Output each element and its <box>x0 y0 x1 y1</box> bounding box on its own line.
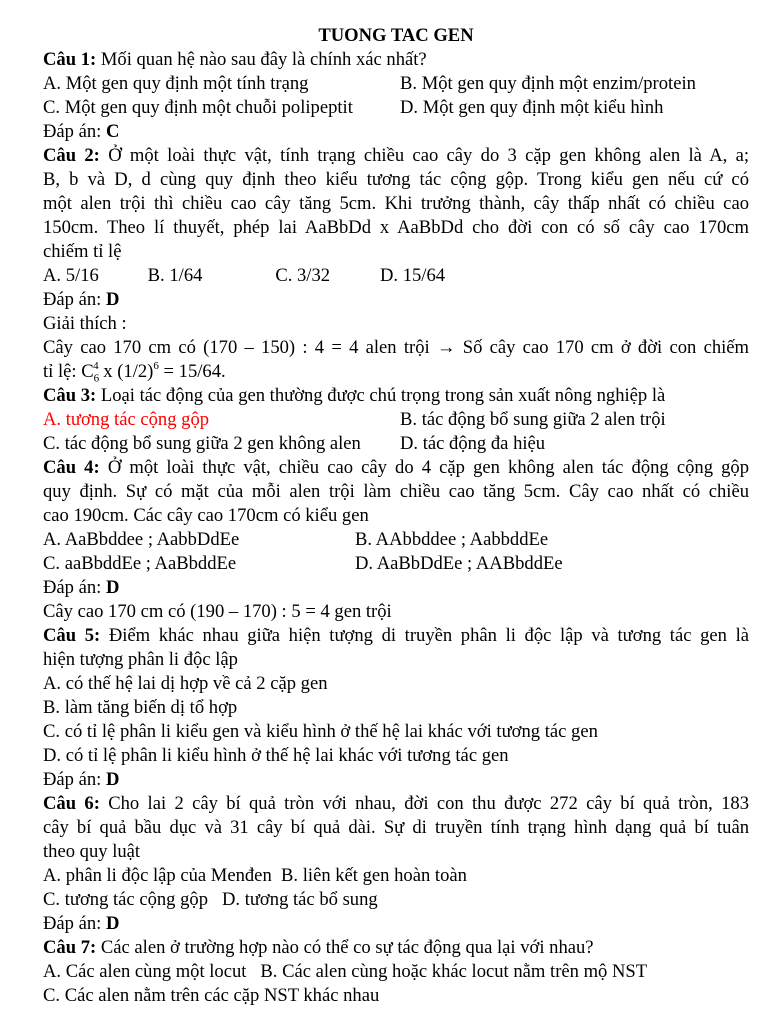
option-b: B. làm tăng biến dị tổ hợp <box>43 697 238 718</box>
question-7 <box>43 936 749 960</box>
explanation-formula <box>43 360 749 384</box>
question-label: Câu 5: <box>43 625 101 646</box>
formula-subscript: 6 <box>93 372 100 385</box>
question-text-line: chiếm tỉ lệ <box>43 241 122 262</box>
formula-superscript: 6 <box>153 359 159 372</box>
option-c: C. Các alen nằm trên các cặp NST khác nhau <box>43 985 380 1006</box>
option-c: C. 3/32 <box>275 265 331 286</box>
options-row-cd: C. tương tác cộng gộp D. tương tác bổ sung <box>43 889 378 910</box>
option-b: B. 1/64 <box>147 265 203 286</box>
formula-text: tỉ lệ: C <box>43 361 94 382</box>
option-d: D. 15/64 <box>379 265 446 286</box>
question-label: Câu 1: <box>43 49 97 70</box>
answer-label: Đáp án: <box>43 577 102 598</box>
document-title: TUONG TAC GEN <box>318 25 474 46</box>
option-c: C. Một gen quy định một chuỗi polipeptit <box>43 97 353 118</box>
answer-label: Đáp án: <box>43 913 102 934</box>
question-text-line: theo quy luật <box>43 841 141 862</box>
option-b: B. AAbbddee ; AabbddEe <box>355 529 549 550</box>
option-b: B. Một gen quy định một enzim/protein <box>400 73 696 94</box>
answer-line <box>43 912 749 936</box>
answer-line <box>43 576 749 600</box>
options-row-ab: A. phân li độc lập của Menđen B. liên kết gen hoàn toàn <box>43 865 467 886</box>
question-5 <box>43 624 749 648</box>
answer-line <box>43 288 749 312</box>
question-text: Các alen ở trường hợp nào có thể co sự tác động qua lại với nhau? <box>100 937 594 958</box>
question-3 <box>43 384 749 408</box>
option-a: A. Một gen quy định một tính trạng <box>43 73 309 94</box>
question-label: Câu 6: <box>43 793 100 814</box>
question-text: Ở một loài thực vật, tính trạng chiều cao cây do 3 cặp gen không alen là A, a; <box>108 145 750 166</box>
answer-label: Đáp án: <box>43 769 102 790</box>
question-text-line: 150cm. Theo lí thuyết, phép lai AaBbDd x AaBbDd cho đời con có số cây cao 170cm <box>43 217 749 238</box>
question-label: Câu 4: <box>43 457 100 478</box>
option-d: D. AaBbDdEe ; AABbddEe <box>355 553 563 574</box>
question-text: Ở một loài thực vật, chiều cao cây do 4 cặp gen không alen tác động cộng gộp <box>107 457 750 478</box>
option-a: A. có thế hệ lai dị hợp về cả 2 cặp gen <box>43 673 328 694</box>
document-page <box>43 24 749 1008</box>
formula-superscript: 4 <box>93 359 99 372</box>
answer-value: C <box>106 121 120 142</box>
question-text-line: quy định. Sự có mặt của mỗi alen trội làm chiều cao tăng 5cm. Cây cao nhất có chiều <box>43 481 749 502</box>
formula-text: = 15/64. <box>158 361 226 382</box>
question-4 <box>43 456 749 480</box>
question-text-line: B, b và D, d cùng quy định theo kiểu tương tác cộng gộp. Trong kiểu gen nếu cứ có <box>43 169 749 190</box>
answer-value: D <box>106 577 120 598</box>
options-row <box>43 432 749 456</box>
options-row <box>43 408 749 432</box>
explanation-line: Cây cao 170 cm có (190 – 170) : 5 = 4 gen trội <box>43 601 392 622</box>
question-text-line: cao 190cm. Các cây cao 170cm có kiểu gen <box>43 505 369 526</box>
question-label: Câu 7: <box>43 937 97 958</box>
question-text: Mối quan hệ nào sau đây là chính xác nhất? <box>100 49 427 70</box>
question-text: Cho lai 2 cây bí quả tròn với nhau, đời con thu được 272 cây bí quả tròn, 183 <box>108 793 749 814</box>
question-2 <box>43 144 749 168</box>
answer-line <box>43 120 749 144</box>
options-row <box>43 264 749 288</box>
answer-value: D <box>106 289 120 310</box>
answer-label: Đáp án: <box>43 121 102 142</box>
question-text: Loại tác động của gen thường được chú trọng trong sản xuất nông nghiệp là <box>100 385 666 406</box>
option-d: D. tác động đa hiệu <box>400 433 546 454</box>
question-1 <box>43 48 749 72</box>
options-row <box>43 552 749 576</box>
question-text-line: cây bí quả bầu dục và 31 cây bí quả dài. Sự di truyền tính trạng hình dạng quả bí tuân <box>43 817 749 838</box>
question-text-line: hiện tượng phân li độc lập <box>43 649 238 670</box>
options-row-ab: A. Các alen cùng một locut B. Các alen cùng hoặc khác locut nằm trên mộ NST <box>43 961 648 982</box>
option-b: B. tác động bổ sung giữa 2 alen trội <box>400 409 666 430</box>
question-text-line: một alen trội thì chiều cao cây tăng 5cm. Khi trưởng thành, cây thấp nhất có chiều cao <box>43 193 749 214</box>
question-text: Điểm khác nhau giữa hiện tượng di truyền phân li độc lập và tương tác gen là <box>108 625 749 646</box>
options-row <box>43 96 749 120</box>
answer-value: D <box>106 769 120 790</box>
explanation-line: Cây cao 170 cm có (170 – 150) : 4 = 4 alen trội → Số cây cao 170 cm ở đời con chiếm <box>43 337 749 358</box>
option-c: C. có tỉ lệ phân li kiểu gen và kiểu hình ở thế hệ lai khác với tương tác gen <box>43 721 598 742</box>
answer-label: Đáp án: <box>43 289 102 310</box>
option-a-highlighted: A. tương tác cộng gộp <box>43 409 210 430</box>
question-6 <box>43 792 749 816</box>
answer-value: D <box>106 913 120 934</box>
option-a: A. AaBbddee ; AabbDdEe <box>43 529 240 550</box>
options-row <box>43 528 749 552</box>
question-label: Câu 3: <box>43 385 97 406</box>
answer-line <box>43 768 749 792</box>
options-row <box>43 72 749 96</box>
formula-text: x (1/2) <box>98 361 154 382</box>
option-a: A. 5/16 <box>43 265 99 286</box>
explanation-label: Giải thích : <box>43 313 127 334</box>
option-d: D. có tỉ lệ phân li kiểu hình ở thế hệ lai khác với tương tác gen <box>43 745 509 766</box>
option-c: C. aaBbddEe ; AaBbddEe <box>43 553 237 574</box>
option-d: D. Một gen quy định một kiểu hình <box>400 97 664 118</box>
question-label: Câu 2: <box>43 145 100 166</box>
option-c: C. tác động bổ sung giữa 2 gen không alen <box>43 433 361 454</box>
